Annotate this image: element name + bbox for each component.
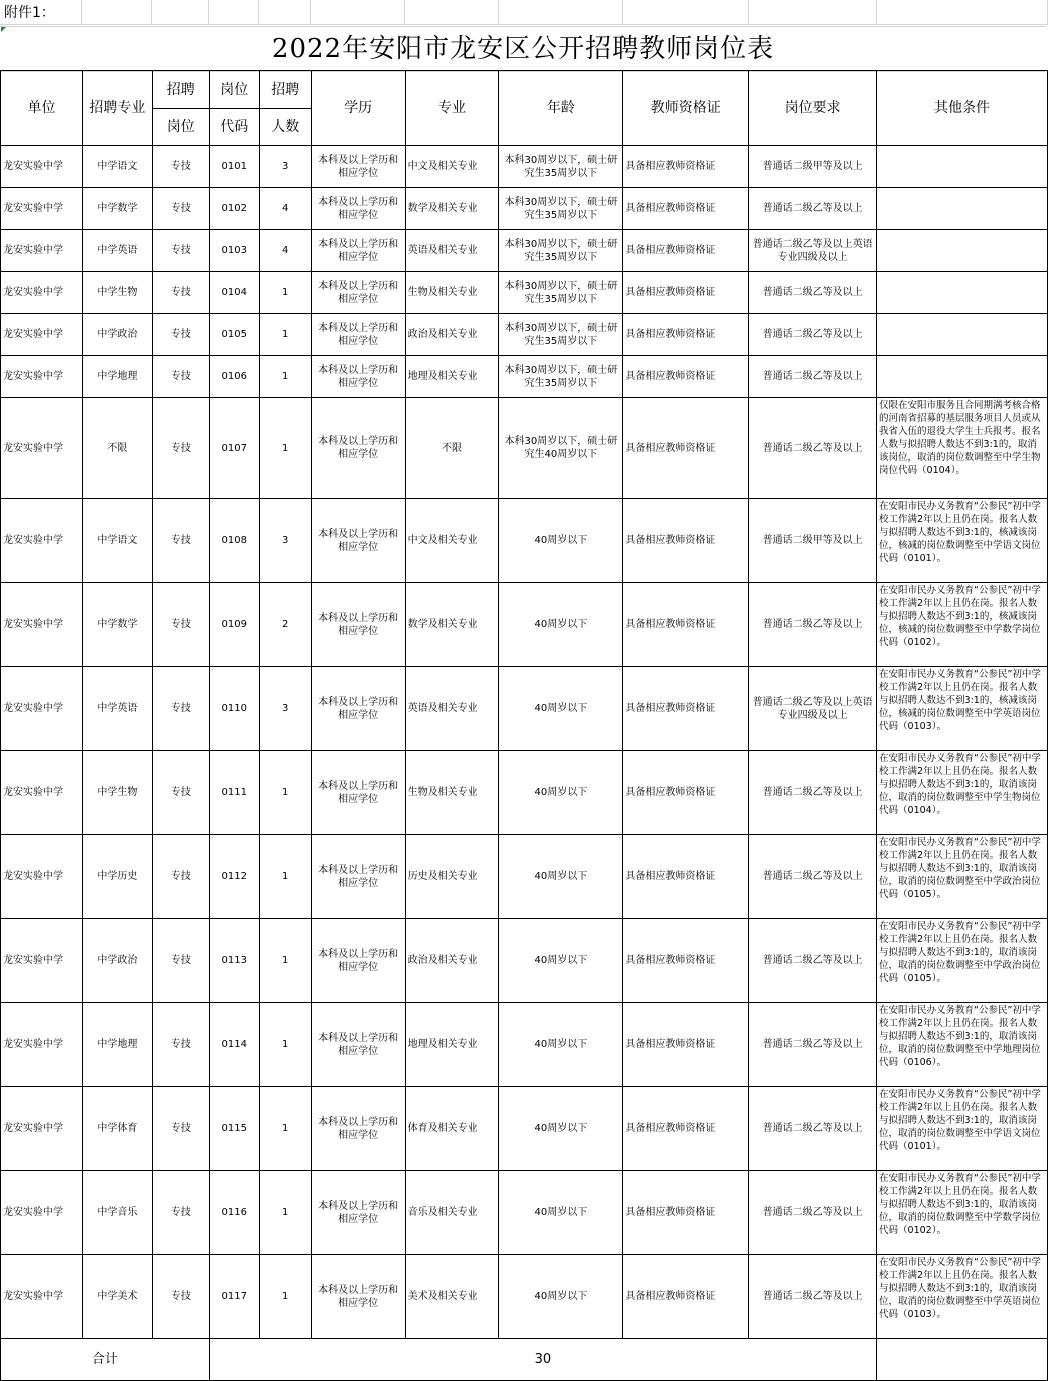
cell-age[interactable]: 40周岁以下 <box>499 1255 623 1339</box>
cell-specialty[interactable]: 生物及相关专业 <box>405 751 499 835</box>
cell-age[interactable]: 40周岁以下 <box>499 919 623 1003</box>
table-row <box>1 272 1048 314</box>
cell-certificate[interactable]: 具备相应教师资格证 <box>623 398 749 499</box>
cell-education[interactable]: 本科及以上学历和相应学位 <box>311 230 405 272</box>
cell-education[interactable]: 本科及以上学历和相应学位 <box>311 1003 405 1087</box>
cell-education[interactable]: 本科及以上学历和相应学位 <box>311 751 405 835</box>
cell-certificate[interactable]: 具备相应教师资格证 <box>623 751 749 835</box>
cell-major[interactable]: 中学数学 <box>82 583 152 667</box>
cell-count[interactable]: 1 <box>259 1003 311 1087</box>
cell-count[interactable]: 4 <box>259 230 311 272</box>
cell-certificate[interactable]: 具备相应教师资格证 <box>623 1171 749 1255</box>
table-row <box>1 751 1048 835</box>
cell-specialty[interactable]: 政治及相关专业 <box>405 314 499 356</box>
cell-specialty[interactable]: 政治及相关专业 <box>405 919 499 1003</box>
cell-code[interactable]: 0102 <box>209 188 259 230</box>
top-grid-row <box>0 0 1048 25</box>
header-count-bottom[interactable]: 人数 <box>259 109 311 146</box>
cell-age[interactable]: 40周岁以下 <box>499 751 623 835</box>
cell-count[interactable]: 1 <box>259 1255 311 1339</box>
cell-unit[interactable]: 龙安实验中学 <box>1 398 83 499</box>
cell-other[interactable] <box>877 230 1048 272</box>
cell-major[interactable]: 中学地理 <box>82 356 152 398</box>
cell-certificate[interactable]: 具备相应教师资格证 <box>623 230 749 272</box>
cell-education[interactable]: 本科及以上学历和相应学位 <box>311 1171 405 1255</box>
cell-age[interactable]: 本科30周岁以下，硕士研究生35周岁以下 <box>499 356 623 398</box>
cell-code[interactable]: 0105 <box>209 314 259 356</box>
cell-code[interactable]: 0110 <box>209 667 259 751</box>
cell-unit[interactable]: 龙安实验中学 <box>1 356 83 398</box>
table-row <box>1 1171 1048 1255</box>
cell-requirement[interactable]: 普通话二级乙等及以上英语专业四级及以上 <box>749 667 877 751</box>
cell-code[interactable]: 0116 <box>209 1171 259 1255</box>
cell-age[interactable]: 40周岁以下 <box>499 1003 623 1087</box>
cell-code[interactable]: 0106 <box>209 356 259 398</box>
cell-major[interactable]: 中学政治 <box>82 314 152 356</box>
cell-age[interactable]: 本科30周岁以下，硕士研究生35周岁以下 <box>499 314 623 356</box>
cell-requirement[interactable]: 普通话二级乙等及以上 <box>749 1087 877 1171</box>
comment-marker-icon <box>1 27 6 32</box>
page-title[interactable]: 2022年安阳市龙安区公开招聘教师岗位表 <box>0 26 1046 72</box>
cell-unit[interactable]: 龙安实验中学 <box>1 314 83 356</box>
cell-certificate[interactable]: 具备相应教师资格证 <box>623 1003 749 1087</box>
cell-other[interactable]: 在安阳市民办义务教育“公参民”初中学校工作满2年以上且仍在岗。报名人数与拟招聘人数达不到3:1的，取消该岗位，取消的岗位数调整至中学数学岗位代码（0102）。 <box>877 1171 1048 1255</box>
cell-age[interactable]: 40周岁以下 <box>499 1171 623 1255</box>
header-code-top[interactable]: 岗位 <box>209 71 259 109</box>
job-table <box>0 70 1048 1381</box>
cell-requirement[interactable]: 普通话二级乙等及以上 <box>749 751 877 835</box>
cell-specialty[interactable]: 中文及相关专业 <box>405 499 499 583</box>
cell-certificate[interactable]: 具备相应教师资格证 <box>623 835 749 919</box>
cell-specialty[interactable]: 美术及相关专业 <box>405 1255 499 1339</box>
cell-other[interactable] <box>877 356 1048 398</box>
cell-other[interactable]: 在安阳市民办义务教育“公参民”初中学校工作满2年以上且仍在岗。报名人数与拟招聘人数达不到3:1的，核减该岗位，核减的岗位数调整至中学语文岗位代码（0101）。 <box>877 499 1048 583</box>
cell-code[interactable]: 0101 <box>209 146 259 188</box>
empty-cell[interactable] <box>499 0 623 25</box>
cell-other[interactable]: 在安阳市民办义务教育“公参民”初中学校工作满2年以上且仍在岗。报名人数与拟招聘人数达不到3:1的，取消该岗位，取消的岗位数调整至中学地理岗位代码（0106）。 <box>877 1003 1048 1087</box>
cell-other[interactable]: 在安阳市民办义务教育“公参民”初中学校工作满2年以上且仍在岗。报名人数与拟招聘人数达不到3:1的，核减该岗位，核减的岗位数调整至中学英语岗位代码（0103）。 <box>877 667 1048 751</box>
empty-cell[interactable] <box>311 0 405 25</box>
cell-requirement[interactable]: 普通话二级乙等及以上 <box>749 583 877 667</box>
cell-unit[interactable]: 龙安实验中学 <box>1 751 83 835</box>
cell-education[interactable]: 本科及以上学历和相应学位 <box>311 314 405 356</box>
cell-count[interactable]: 1 <box>259 356 311 398</box>
cell-post[interactable]: 专技 <box>152 1171 209 1255</box>
cell-requirement[interactable]: 普通话二级乙等及以上 <box>749 398 877 499</box>
cell-major[interactable]: 中学生物 <box>82 272 152 314</box>
cell-unit[interactable]: 龙安实验中学 <box>1 272 83 314</box>
cell-unit[interactable]: 龙安实验中学 <box>1 499 83 583</box>
cell-unit[interactable]: 龙安实验中学 <box>1 188 83 230</box>
empty-cell[interactable] <box>405 0 499 25</box>
cell-specialty[interactable]: 音乐及相关专业 <box>405 1171 499 1255</box>
cell-code[interactable]: 0108 <box>209 499 259 583</box>
attachment-label[interactable]: 附件1： <box>0 0 82 25</box>
cell-specialty[interactable]: 历史及相关专业 <box>405 835 499 919</box>
table-row <box>1 1255 1048 1339</box>
cell-specialty[interactable]: 地理及相关专业 <box>405 1003 499 1087</box>
cell-education[interactable]: 本科及以上学历和相应学位 <box>311 919 405 1003</box>
header-certificate[interactable]: 教师资格证 <box>623 71 749 146</box>
cell-post[interactable]: 专技 <box>152 1087 209 1171</box>
cell-post[interactable]: 专技 <box>152 1255 209 1339</box>
cell-other[interactable]: 在安阳市民办义务教育“公参民”初中学校工作满2年以上且仍在岗。报名人数与拟招聘人数达不到3:1的，取消该岗位，取消的岗位数调整至中学英语岗位代码（0103）。 <box>877 1255 1048 1339</box>
cell-certificate[interactable]: 具备相应教师资格证 <box>623 314 749 356</box>
cell-post[interactable]: 专技 <box>152 1003 209 1087</box>
cell-major[interactable]: 中学英语 <box>82 667 152 751</box>
total-row <box>1 1339 1048 1381</box>
header-unit[interactable]: 单位 <box>1 71 83 146</box>
cell-specialty[interactable]: 数学及相关专业 <box>405 583 499 667</box>
cell-specialty[interactable]: 英语及相关专业 <box>405 230 499 272</box>
cell-certificate[interactable]: 具备相应教师资格证 <box>623 1087 749 1171</box>
cell-code[interactable]: 0109 <box>209 583 259 667</box>
cell-post[interactable]: 专技 <box>152 835 209 919</box>
cell-other[interactable] <box>877 314 1048 356</box>
cell-requirement[interactable]: 普通话二级乙等及以上 <box>749 1255 877 1339</box>
cell-specialty[interactable]: 体育及相关专业 <box>405 1087 499 1171</box>
cell-specialty[interactable]: 英语及相关专业 <box>405 667 499 751</box>
cell-code[interactable]: 0114 <box>209 1003 259 1087</box>
cell-major[interactable]: 中学政治 <box>82 919 152 1003</box>
cell-count[interactable]: 3 <box>259 499 311 583</box>
cell-education[interactable]: 本科及以上学历和相应学位 <box>311 667 405 751</box>
empty-cell[interactable] <box>749 0 877 25</box>
cell-count[interactable]: 1 <box>259 751 311 835</box>
cell-other[interactable]: 仅限在安阳市服务且合同期满考核合格的河南省招募的基层服务项目人员或从我省入伍的退役大学生士兵报考。报名人数与拟招聘人数达不到3:1的，取消该岗位，取消的岗位数调整至中学生物岗位代码（0104）。 <box>877 398 1048 499</box>
cell-code[interactable]: 0117 <box>209 1255 259 1339</box>
cell-other[interactable] <box>877 146 1048 188</box>
cell-count[interactable]: 1 <box>259 314 311 356</box>
cell-count[interactable]: 3 <box>259 146 311 188</box>
header-requirement[interactable]: 岗位要求 <box>749 71 877 146</box>
cell-other[interactable]: 在安阳市民办义务教育“公参民”初中学校工作满2年以上且仍在岗。报名人数与拟招聘人数达不到3:1的，核减该岗位，核减的岗位数调整至中学数学岗位代码（0102）。 <box>877 583 1048 667</box>
cell-major[interactable]: 中学体育 <box>82 1087 152 1171</box>
cell-unit[interactable]: 龙安实验中学 <box>1 835 83 919</box>
cell-post[interactable]: 专技 <box>152 314 209 356</box>
cell-unit[interactable]: 龙安实验中学 <box>1 1255 83 1339</box>
cell-unit[interactable]: 龙安实验中学 <box>1 667 83 751</box>
cell-requirement[interactable]: 普通话二级甲等及以上 <box>749 499 877 583</box>
cell-major[interactable]: 中学历史 <box>82 835 152 919</box>
cell-major[interactable]: 中学英语 <box>82 230 152 272</box>
cell-post[interactable]: 专技 <box>152 146 209 188</box>
cell-count[interactable]: 4 <box>259 188 311 230</box>
cell-certificate[interactable]: 具备相应教师资格证 <box>623 919 749 1003</box>
cell-age[interactable]: 本科30周岁以下，硕士研究生35周岁以下 <box>499 146 623 188</box>
cell-code[interactable]: 0107 <box>209 398 259 499</box>
cell-unit[interactable]: 龙安实验中学 <box>1 230 83 272</box>
cell-code[interactable]: 0112 <box>209 835 259 919</box>
cell-post[interactable]: 专技 <box>152 583 209 667</box>
cell-code[interactable]: 0104 <box>209 272 259 314</box>
cell-unit[interactable]: 龙安实验中学 <box>1 583 83 667</box>
cell-specialty[interactable]: 中文及相关专业 <box>405 146 499 188</box>
cell-requirement[interactable]: 普通话二级乙等及以上 <box>749 272 877 314</box>
cell-requirement[interactable]: 普通话二级乙等及以上 <box>749 1003 877 1087</box>
cell-code[interactable]: 0103 <box>209 230 259 272</box>
cell-specialty[interactable]: 数学及相关专业 <box>405 188 499 230</box>
empty-cell[interactable] <box>623 0 749 25</box>
cell-age[interactable]: 40周岁以下 <box>499 1087 623 1171</box>
table-row <box>1 919 1048 1003</box>
cell-age[interactable]: 40周岁以下 <box>499 499 623 583</box>
cell-count[interactable]: 1 <box>259 919 311 1003</box>
cell-requirement[interactable]: 普通话二级甲等及以上 <box>749 146 877 188</box>
empty-cell[interactable] <box>152 0 209 25</box>
header-post-top[interactable]: 招聘 <box>152 71 209 109</box>
cell-requirement[interactable]: 普通话二级乙等及以上 <box>749 356 877 398</box>
cell-education[interactable]: 本科及以上学历和相应学位 <box>311 398 405 499</box>
cell-age[interactable]: 本科30周岁以下，硕士研究生35周岁以下 <box>499 272 623 314</box>
cell-certificate[interactable]: 具备相应教师资格证 <box>623 499 749 583</box>
table-row <box>1 230 1048 272</box>
cell-post[interactable]: 专技 <box>152 667 209 751</box>
cell-certificate[interactable]: 具备相应教师资格证 <box>623 667 749 751</box>
cell-requirement[interactable]: 普通话二级乙等及以上 <box>749 835 877 919</box>
empty-cell[interactable] <box>877 1339 1048 1381</box>
cell-education[interactable]: 本科及以上学历和相应学位 <box>311 146 405 188</box>
cell-certificate[interactable]: 具备相应教师资格证 <box>623 146 749 188</box>
cell-requirement[interactable]: 普通话二级乙等及以上英语专业四级及以上 <box>749 230 877 272</box>
table-row <box>1 1003 1048 1087</box>
cell-major[interactable]: 中学语文 <box>82 146 152 188</box>
cell-certificate[interactable]: 具备相应教师资格证 <box>623 272 749 314</box>
cell-specialty[interactable]: 生物及相关专业 <box>405 272 499 314</box>
cell-major[interactable]: 中学数学 <box>82 188 152 230</box>
cell-count[interactable]: 2 <box>259 583 311 667</box>
cell-count[interactable]: 3 <box>259 667 311 751</box>
table-row <box>1 835 1048 919</box>
cell-code[interactable]: 0111 <box>209 751 259 835</box>
cell-certificate[interactable]: 具备相应教师资格证 <box>623 583 749 667</box>
cell-education[interactable]: 本科及以上学历和相应学位 <box>311 1087 405 1171</box>
cell-certificate[interactable]: 具备相应教师资格证 <box>623 356 749 398</box>
total-label[interactable]: 合计 <box>1 1339 210 1381</box>
cell-certificate[interactable]: 具备相应教师资格证 <box>623 1255 749 1339</box>
table-row <box>1 314 1048 356</box>
table-row <box>1 667 1048 751</box>
cell-requirement[interactable]: 普通话二级乙等及以上 <box>749 314 877 356</box>
cell-count[interactable]: 1 <box>259 835 311 919</box>
header-education[interactable]: 学历 <box>311 71 405 146</box>
cell-education[interactable]: 本科及以上学历和相应学位 <box>311 272 405 314</box>
cell-post[interactable]: 专技 <box>152 751 209 835</box>
cell-post[interactable]: 专技 <box>152 230 209 272</box>
cell-major[interactable]: 中学语文 <box>82 499 152 583</box>
header-code-bottom[interactable]: 代码 <box>209 109 259 146</box>
empty-cell[interactable] <box>209 0 259 25</box>
table-row <box>1 146 1048 188</box>
header-other[interactable]: 其他条件 <box>877 71 1048 146</box>
header-age[interactable]: 年龄 <box>499 71 623 146</box>
cell-major[interactable]: 中学生物 <box>82 751 152 835</box>
table-row <box>1 583 1048 667</box>
empty-cell[interactable] <box>259 0 311 25</box>
cell-major[interactable]: 不限 <box>82 398 152 499</box>
cell-requirement[interactable]: 普通话二级乙等及以上 <box>749 919 877 1003</box>
total-value[interactable]: 30 <box>209 1339 876 1381</box>
cell-other[interactable]: 在安阳市民办义务教育“公参民”初中学校工作满2年以上且仍在岗。报名人数与拟招聘人数达不到3:1的，取消该岗位，取消的岗位数调整至中学语文岗位代码（0101）。 <box>877 1087 1048 1171</box>
cell-other[interactable] <box>877 188 1048 230</box>
cell-certificate[interactable]: 具备相应教师资格证 <box>623 188 749 230</box>
cell-count[interactable]: 1 <box>259 272 311 314</box>
cell-post[interactable]: 专技 <box>152 356 209 398</box>
empty-cell[interactable] <box>82 0 152 25</box>
cell-post[interactable]: 专技 <box>152 188 209 230</box>
cell-education[interactable]: 本科及以上学历和相应学位 <box>311 835 405 919</box>
cell-age[interactable]: 本科30周岁以下，硕士研究生35周岁以下 <box>499 230 623 272</box>
cell-education[interactable]: 本科及以上学历和相应学位 <box>311 583 405 667</box>
cell-unit[interactable]: 龙安实验中学 <box>1 146 83 188</box>
cell-requirement[interactable]: 普通话二级乙等及以上 <box>749 1171 877 1255</box>
cell-unit[interactable]: 龙安实验中学 <box>1 1087 83 1171</box>
cell-count[interactable]: 1 <box>259 398 311 499</box>
cell-major[interactable]: 中学音乐 <box>82 1171 152 1255</box>
cell-major[interactable]: 中学美术 <box>82 1255 152 1339</box>
cell-code[interactable]: 0113 <box>209 919 259 1003</box>
cell-age[interactable]: 40周岁以下 <box>499 667 623 751</box>
cell-education[interactable]: 本科及以上学历和相应学位 <box>311 499 405 583</box>
cell-unit[interactable]: 龙安实验中学 <box>1 919 83 1003</box>
table-row <box>1 398 1048 499</box>
cell-count[interactable]: 1 <box>259 1171 311 1255</box>
cell-age[interactable]: 40周岁以下 <box>499 583 623 667</box>
cell-major[interactable]: 中学地理 <box>82 1003 152 1087</box>
cell-post[interactable]: 专技 <box>152 919 209 1003</box>
table-row <box>1 356 1048 398</box>
cell-other[interactable]: 在安阳市民办义务教育“公参民”初中学校工作满2年以上且仍在岗。报名人数与拟招聘人数达不到3:1的，取消该岗位，取消的岗位数调整至中学政治岗位代码（0105）。 <box>877 835 1048 919</box>
empty-cell[interactable] <box>876 0 1047 25</box>
header-count-top[interactable]: 招聘 <box>259 71 311 109</box>
cell-specialty[interactable]: 不限 <box>405 398 499 499</box>
cell-post[interactable]: 专技 <box>152 272 209 314</box>
cell-post[interactable]: 专技 <box>152 398 209 499</box>
cell-count[interactable]: 1 <box>259 1087 311 1171</box>
cell-education[interactable]: 本科及以上学历和相应学位 <box>311 1255 405 1339</box>
cell-other[interactable]: 在安阳市民办义务教育“公参民”初中学校工作满2年以上且仍在岗。报名人数与拟招聘人数达不到3:1的，取消该岗位，取消的岗位数调整至中学生物岗位代码（0104）。 <box>877 751 1048 835</box>
cell-other[interactable] <box>877 272 1048 314</box>
table-row <box>1 499 1048 583</box>
cell-code[interactable]: 0115 <box>209 1087 259 1171</box>
table-row <box>1 1087 1048 1171</box>
header-post-bottom[interactable]: 岗位 <box>152 109 209 146</box>
header-major[interactable]: 招聘专业 <box>82 71 152 146</box>
cell-unit[interactable]: 龙安实验中学 <box>1 1003 83 1087</box>
table-row <box>1 188 1048 230</box>
cell-education[interactable]: 本科及以上学历和相应学位 <box>311 356 405 398</box>
cell-unit[interactable]: 龙安实验中学 <box>1 1171 83 1255</box>
cell-education[interactable]: 本科及以上学历和相应学位 <box>311 188 405 230</box>
cell-requirement[interactable]: 普通话二级乙等及以上 <box>749 188 877 230</box>
cell-specialty[interactable]: 地理及相关专业 <box>405 356 499 398</box>
header-specialty[interactable]: 专业 <box>405 71 499 146</box>
cell-age[interactable]: 本科30周岁以下，硕士研究生40周岁以下 <box>499 398 623 499</box>
cell-other[interactable]: 在安阳市民办义务教育“公参民”初中学校工作满2年以上且仍在岗。报名人数与拟招聘人数达不到3:1的，取消该岗位，取消的岗位数调整至中学政治岗位代码（0105）。 <box>877 919 1048 1003</box>
cell-post[interactable]: 专技 <box>152 499 209 583</box>
cell-age[interactable]: 本科30周岁以下，硕士研究生35周岁以下 <box>499 188 623 230</box>
cell-age[interactable]: 40周岁以下 <box>499 835 623 919</box>
